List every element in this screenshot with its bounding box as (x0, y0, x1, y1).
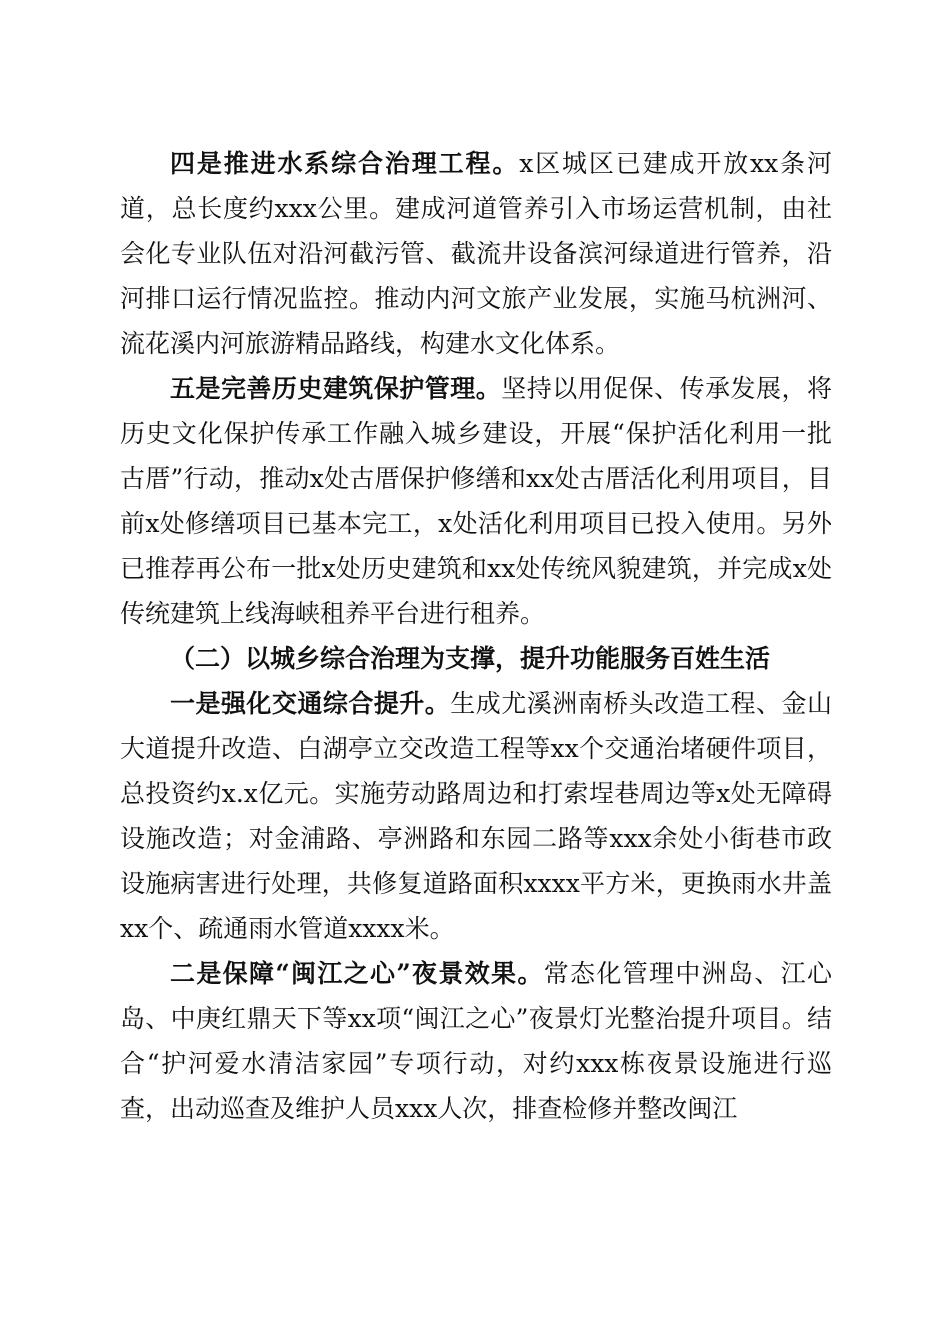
paragraph-body: 生成尤溪洲南桥头改造工程、金山大道提升改造、白湖亭立交改造工程等xx个交通治堵硬件项目，总投资约x.x亿元。实施劳动路周边和打索埕巷周边等x处无障碍设施改造；对金浦路、亭洲路和东园二路等xxx余处小街巷市政设施病害进行处理，共修复道路面积xxxx平方米，更换雨水井盖xx个、疏通雨水管道xxxx米。 (120, 689, 832, 943)
paragraph-historic-buildings (120, 366, 832, 636)
paragraph-night-scene (120, 951, 832, 1131)
paragraph-body: x区城区已建成开放xx条河道，总长度约xxx公里。建成河道管养引入市场运营机制，由社会化专业队伍对沿河截污管、截流井设备滨河绿道进行管养，沿河排口运行情况监控。推动内河文旅产业发展，实施马杭洲河、流花溪内河旅游精品路线，构建水文化体系。 (120, 149, 832, 358)
paragraph-lead: 一是强化交通综合提升。 (170, 689, 451, 718)
paragraph-body: 常态化管理中洲岛、江心岛、中庚红鼎天下等xx项“闽江之心”夜景灯光整治提升项目。结合“护河爱水清洁家园”专项行动，对约xxx栋夜景设施进行巡查，出动巡查及维护人员xxx人次，排查检修并整改闽江 (120, 959, 832, 1123)
paragraph-body: 坚持以用促保、传承发展，将历史文化保护传承工作融入城乡建设，开展“保护活化利用一批古厝”行动，推动x处古厝保护修缮和xx处古厝活化利用项目，目前x处修缮项目已基本完工，x处活化利用项目已投入使用。另外已推荐再公布一批x处历史建筑和xx处传统风貌建筑，并完成x处传统建筑上线海峡租养平台进行租养。 (120, 374, 832, 628)
paragraph-water-system (120, 141, 832, 366)
document-page (120, 141, 832, 1131)
section-heading: （二）以城乡综合治理为支撑，提升功能服务百姓生活 (170, 644, 771, 673)
paragraph-traffic (120, 681, 832, 951)
paragraph-lead: 二是保障“闽江之心”夜景效果。 (170, 959, 544, 988)
paragraph-lead: 五是完善历史建筑保护管理。 (170, 374, 502, 403)
paragraph-lead: 四是推进水系综合治理工程。 (170, 149, 520, 178)
